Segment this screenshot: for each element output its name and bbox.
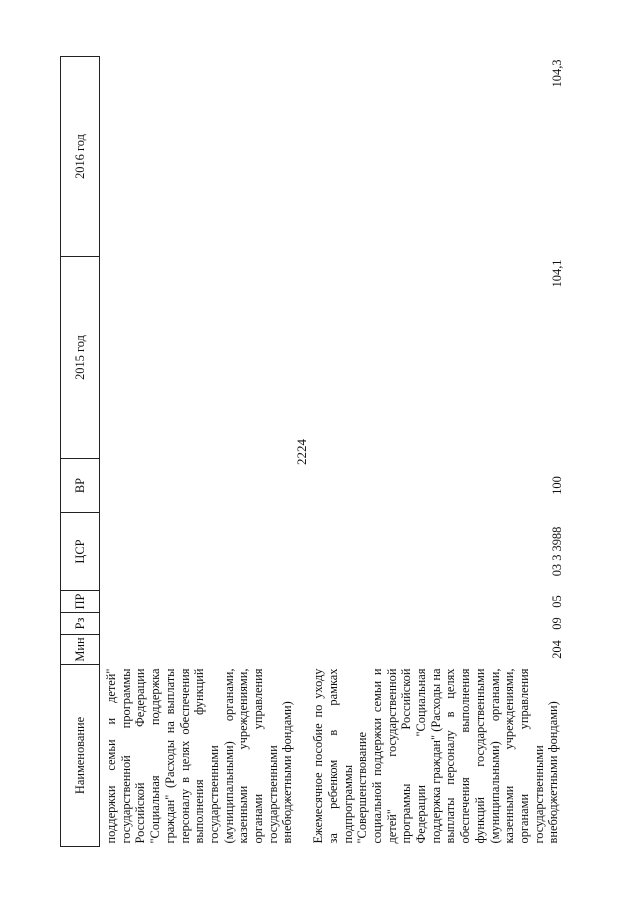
row-2016-cell: 104,3 (550, 59, 565, 88)
header-2015: 2015 год (61, 257, 100, 459)
header-2016: 2016 год (61, 57, 100, 257)
row-2015-cell: 104,1 (550, 259, 565, 288)
page-number: 2224 (294, 439, 309, 465)
header-name: Наименование (61, 665, 100, 847)
row-pr-cell (100, 591, 300, 613)
header-vr: ВР (61, 459, 100, 513)
row-csr-cell: 03 3 3988 (550, 526, 565, 577)
header-rz: Рз (61, 613, 100, 635)
header-pr: ПР (61, 591, 100, 613)
header-min: Мин (61, 635, 100, 665)
header-csr: ЦСР (61, 513, 100, 591)
rotated-table-container (60, 57, 580, 847)
row-2015-cell (100, 257, 300, 459)
row-2016-cell (100, 57, 300, 257)
row-vr-cell (100, 459, 300, 513)
row-rz-cell: 09 (550, 617, 565, 630)
row-min-cell (100, 635, 300, 665)
row-vr-cell: 100 (550, 476, 565, 495)
budget-table (60, 56, 565, 847)
row-name-cell: поддержки семьи и детей" государственной программы Российской Федерации "Социальная поддержка граждан" (Расходы на выплаты персоналу в целях обеспечения выполнения функций государственными (муниципальными) органами, казенными учреждениями, органами управления государственными внебюджетными фондами) (104, 668, 295, 844)
row-pr-cell: 05 (550, 595, 565, 608)
row-min-cell: 204 (550, 640, 565, 659)
table-row (299, 57, 565, 847)
table-row (100, 57, 300, 847)
table-header-row (61, 57, 100, 847)
row-csr-cell (100, 513, 300, 591)
row-name-cell: Ежемесячное пособие по уходу за ребенком в рамках подпрограммы "Совершенствование социальной поддержки семьи и детей" государственной программы Российской Федерации "Социальная поддержка граждан" (Расходы на выплаты персоналу в целях обеспечения выполнения функций государственными (муниципальными) органами, казенными учреждениями, органами управления государственными внебюджетными фондами) (311, 668, 561, 844)
row-rz-cell (100, 613, 300, 635)
